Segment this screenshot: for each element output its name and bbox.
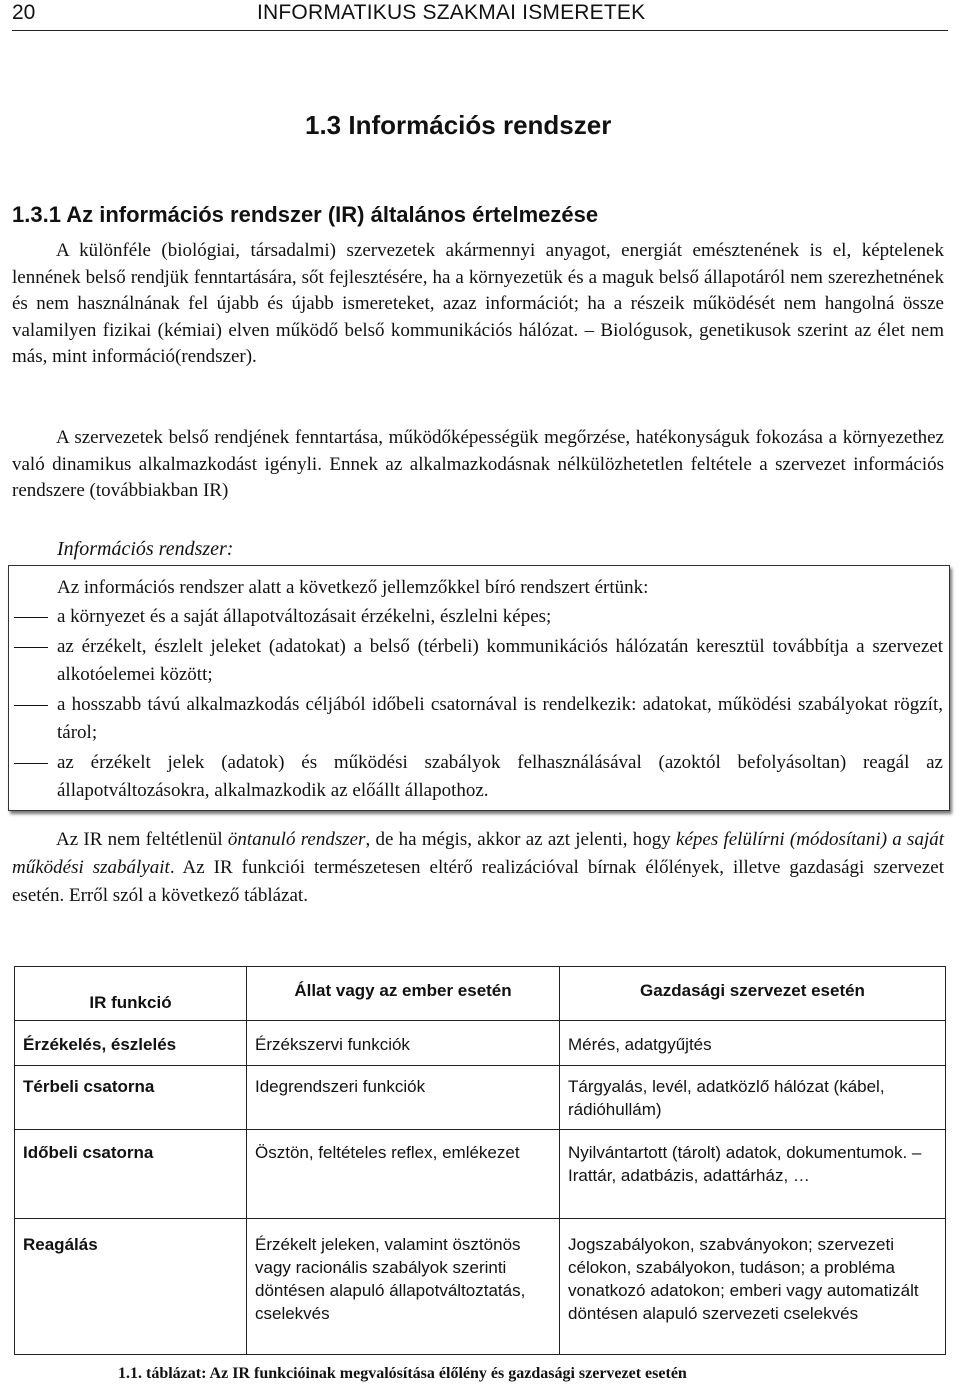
definition-item-2: az érzékelt, észlelt jeleket (adatokat) a belső (térbeli) kommunikációs hálózatán keresztül továbbítja a szervezet alkotóelemei között; <box>57 636 943 685</box>
page-number: 20 <box>12 1 36 24</box>
definition-intro: Az információs rendszer alatt a következő jellemzőkkel bíró rendszert értünk: <box>57 577 649 598</box>
definition-box <box>8 565 950 811</box>
subsection-heading: 1.3.1 Az információs rendszer (IR) általános értelmezése <box>12 202 599 227</box>
table-cell: Érzékszervi funkciók <box>247 1021 560 1066</box>
table-cell: Időbeli csatorna <box>15 1130 247 1219</box>
table-cell: Ösztön, feltételes reflex, emlékezet <box>247 1130 560 1219</box>
table-cell: Érzékelés, észlelés <box>15 1021 247 1066</box>
paragraph-2 <box>12 425 944 505</box>
table-cell: Jogszabályokon, szabványokon; szervezeti célokon, szabályokon, tudáson; a probléma vonatkozó adatokon; emberi vagy automatizált döntésen alapuló szervezeti cselekvés <box>560 1219 946 1355</box>
running-header <box>12 0 948 31</box>
table-cell: Térbeli csatorna <box>15 1066 247 1130</box>
paragraph-3-text: Az IR nem feltétlenül <box>56 829 228 850</box>
ir-function-table <box>14 966 946 1355</box>
paragraph-3-text: . Az IR funkciói természetesen eltérő realizációval bírnak élőlények, illetve gazdasági szervezet esetén. Erről szól a következő táblázat. <box>12 857 944 906</box>
definition-item-1: a környezet és a saját állapotváltozásait érzékelni, észlelni képes; <box>57 606 552 627</box>
table-row <box>15 1130 946 1219</box>
table-row <box>15 1219 946 1355</box>
table-row <box>15 1021 946 1066</box>
bullet-dash <box>14 705 48 706</box>
running-title: INFORMATIKUS SZAKMAI ISMERETEK <box>257 1 646 24</box>
table-header-cell: IR funkció <box>15 967 247 1021</box>
table-cell: Idegrendszeri funkciók <box>247 1066 560 1130</box>
table-cell: Mérés, adatgyűjtés <box>560 1021 946 1066</box>
table-cell: Reagálás <box>15 1219 247 1355</box>
bullet-dash <box>14 647 48 648</box>
table-row <box>15 1066 946 1130</box>
paragraph-1-text: A különféle (biológiai, társadalmi) szervezetek akármennyi anyagot, energiát emésztenének is el, képtelenek lennének belső rendjük fenntartására, sőt fejlesztésére, ha a környezetük és a maguk belső állapotáról nem szerezhetnének és nem használnának fel újabb és újabb ismereteket, azaz információt; ha a részeik működését nem hangolná össze valamilyen fizikai (kémiai) elven működő belső kommunikációs hálózat. – Biológusok, genetikusok szerint az élet nem más, mint információ(rendszer). <box>12 240 944 367</box>
paragraph-1 <box>12 238 944 371</box>
table-caption: 1.1. táblázat: Az IR funkcióinak megvalósítása élőlény és gazdasági szervezet esetén <box>118 1365 687 1382</box>
table-cell: Nyilvántartott (tárolt) adatok, dokumentumok. – Irattár, adatbázis, adattárház, … <box>560 1130 946 1219</box>
bullet-dash <box>14 617 48 618</box>
section-heading: 1.3 Információs rendszer <box>305 110 612 140</box>
emphasis-rewrite-rules: képes felülírni (módosítani) a saját működési szabályait <box>12 829 945 878</box>
paragraph-3-text: , de ha mégis, akkor az azt jelenti, hogy <box>365 829 677 850</box>
table-header-cell: Gazdasági szervezet esetén <box>560 967 946 1021</box>
definition-item-4: az érzékelt jelek (adatok) és működési szabályok felhasználásával (azoktól befolyásoltan) reagál az állapotváltozásokra, alkalmazkodik az előállt állapothoz. <box>57 752 943 801</box>
definition-title: Információs rendszer: <box>57 538 234 560</box>
emphasis-self-learning: öntanuló rendszer <box>227 829 366 850</box>
table-header-cell: Állat vagy az ember esetén <box>247 967 560 1021</box>
table-header-row <box>15 967 946 1021</box>
paragraph-2-text: A szervezetek belső rendjének fenntartása, működőképességük megőrzése, hatékonyságuk fokozása a környezethez való dinamikus alkalmazkodást igényli. Ennek az alkalmazkodásnak nélkülözhetetlen feltétele a szervezet információs rendszere (továbbiakban IR) <box>12 427 944 501</box>
table-cell: Tárgyalás, levél, adatközlő hálózat (kábel, rádióhullám) <box>560 1066 946 1130</box>
table-cell: Érzékelt jeleken, valamint ösztönös vagy racionális szabályok szerinti döntésen alapuló állapotváltoztatás, cselekvés <box>247 1219 560 1355</box>
paragraph-3 <box>12 826 944 910</box>
bullet-dash <box>14 763 48 764</box>
definition-item-3: a hosszabb távú alkalmazkodás céljából időbeli csatornával is rendelkezik: adatokat, működési szabályokat rögzít, tárol; <box>57 694 943 743</box>
